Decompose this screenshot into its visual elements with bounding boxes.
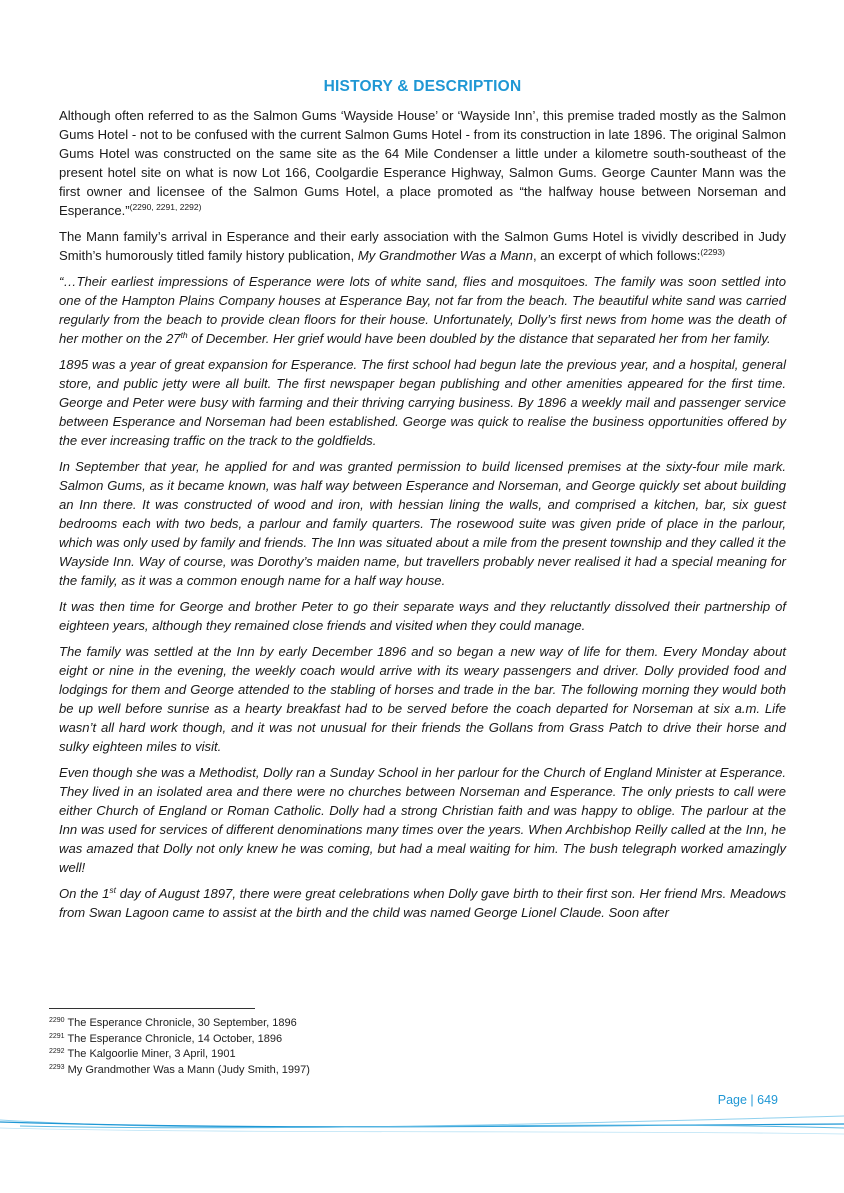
quote-paragraph-5: The family was settled at the Inn by early December 1896 and so began a new way of life for them. Every Monday about eight or nine in the evening, the weekly coach would arrive with its weary passengers and driver. Dolly provided food and lodgings for them and George attended to the stabling of horses and trade in the bar. The following morning they would both be up well before sunrise as a hearty breakfast had to be served before the coach departed for Norseman at six a.m. Life wasn’t all hard work though, and it was not unusual for their friends the Gollans from Grass Patch to drive their horse and sulky eighteen miles to visit. — [59, 644, 786, 754]
footnote-text: My Grandmother Was a Mann (Judy Smith, 1997) — [67, 1063, 310, 1076]
footnote-number: 2292 — [49, 1048, 65, 1055]
footnote-item — [49, 1032, 549, 1048]
footnote-text: The Esperance Chronicle, 30 September, 1896 — [67, 1017, 297, 1029]
book-title: My Grandmother Was a Mann — [357, 248, 533, 263]
quote-text: “…Their earliest impressions of Esperance were lots of white sand, flies and mosquitoes. The family was soon settled into one of the Hampton Plains Company houses at Esperance Bay, not far from the beach. The beautiful white sand was carried regularly from the beach to provide clean floors for their house. Unfortunately, Dolly’s first news from home was the death of her mother on the 27 — [59, 274, 786, 346]
quote-paragraph-1 — [59, 272, 786, 348]
page-number: Page | 649 — [717, 1093, 778, 1107]
quote-text: On the 1 — [59, 886, 110, 901]
footnote-item — [49, 1063, 549, 1079]
footnote-number: 2290 — [49, 1017, 65, 1024]
footnote-number: 2291 — [49, 1032, 65, 1040]
quote-paragraph-3: In September that year, he applied for and was granted permission to build licensed premises at the sixty-four mile mark. Salmon Gums, as it became known, was half way between Esperance and Norseman, and George quickly set about building an Inn there. It was constructed of wood and iron, with hessian lining the walls, and comprised a kitchen, bar, six guest bedrooms each with two beds, a parlour and family quarters. The rosewood suite was given pride of place in the parlour, which was only used by family and friends. The Inn was situated about a mile from the present township and they called it the Wayside Inn. Way of course, was Dorothy’s maiden name, but travellers probably never realised it had a special meaning for the family, as it was a common enough name for a half way house. — [59, 459, 786, 588]
quote-paragraph-7 — [59, 884, 786, 922]
footnote-item — [49, 1016, 549, 1032]
footnote-divider — [49, 1008, 255, 1009]
footnote-text: The Esperance Chronicle, 14 October, 1896 — [67, 1032, 283, 1045]
paragraph-mann-family — [59, 227, 786, 265]
section-heading: HISTORY & DESCRIPTION — [323, 78, 522, 95]
paragraph-text: , an excerpt of which follows: — [533, 248, 701, 263]
page-body — [59, 78, 786, 929]
footnote-ref: (2293) — [700, 247, 725, 257]
paragraph-intro-text: Although often referred to as the Salmon Gums ‘Wayside House’ or ‘Wayside Inn’, this premise traded mostly as the Salmon Gums Hotel - not to be confused with the current Salmon Gums Hotel - from its construction in late 1896. The original Salmon Gums Hotel was constructed on the same site as the 64 Mile Condenser a little under a kilometre south-southeast of the present hotel site on what is now Lot 166, Coolgardie Esperance Highway, Salmon Gums. George Caunter Mann was the first owner and licensee of the Salmon Gums Hotel, a place promoted as “the halfway house between Norseman and Esperance.” — [59, 108, 786, 218]
ordinal-suffix: st — [109, 885, 117, 895]
footnote-item — [49, 1047, 549, 1063]
paragraph-intro — [59, 106, 786, 220]
quote-paragraph-6: Even though she was a Methodist, Dolly ran a Sunday School in her parlour for the Church of England Minister at Esperance. They lived in an isolated area and there were no churches between Norseman and Esperance. The only priests to call were either Church of England or Roman Catholic. Dolly had a strong Christian faith and was happy to oblige. The parlour at the Inn was used for services of different denominations many times over the years. When Archbishop Reilly called at the Inn, he was amazed that Dolly not only knew he was coming, but had a meal waiting for him. The bush telegraph worked amazingly well! — [59, 765, 786, 875]
ordinal-suffix: th — [180, 330, 188, 340]
quote-text: of December. Her grief would have been doubled by the distance that separated her from her family. — [187, 331, 771, 346]
decorative-wave-lines — [0, 1108, 844, 1148]
footnote-ref: (2290, 2291, 2292) — [129, 202, 202, 212]
footnote-number: 2293 — [49, 1063, 65, 1071]
footnotes — [49, 1016, 549, 1078]
quote-paragraph-2: 1895 was a year of great expansion for Esperance. The first school had begun late the previous year, and a hospital, general store, and public jetty were all built. The first newspaper began publishing and other amenities appeared for the first time. George and Peter were busy with farming and their thriving carrying business. By 1896 a weekly mail and passenger service between Esperance and Norseman had been established. George was quick to realise the business opportunities offered by the ever increasing traffic on the track to the goldfields. — [59, 357, 786, 448]
quote-text: day of August 1897, there were great celebrations when Dolly gave birth to their first son. Her friend Mrs. Meadows from Swan Lagoon came to assist at the birth and the child was named George Lionel Claude. Soon after — [59, 886, 786, 920]
footnote-text: The Kalgoorlie Miner, 3 April, 1901 — [67, 1048, 236, 1060]
paragraph-text: The Mann family’s arrival in Esperance and their early association with the Salmon Gums Hotel is vividly described in Judy Smith’s humorously titled family history publication, — [59, 229, 786, 263]
quote-paragraph-4: It was then time for George and brother Peter to go their separate ways and they reluctantly dissolved their partnership of eighteen years, although they remained close friends and visited when they could manage. — [59, 599, 786, 633]
